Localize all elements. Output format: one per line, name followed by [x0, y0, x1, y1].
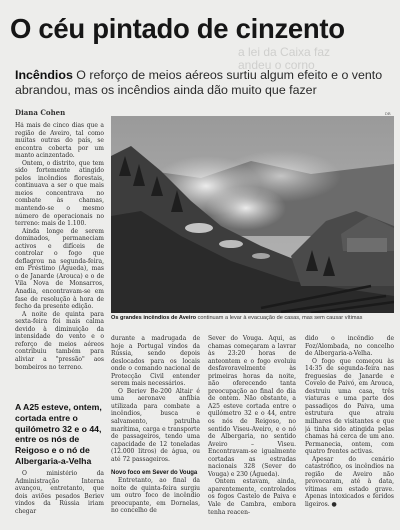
- article-column-1: [15, 122, 104, 395]
- paragraph: A noite de quinta para sexta-feira foi mais calma devido à diminuição da intensidade do vento e o reforço de meios aéreos contribuiu também para aliviar a "pressão" aos bombeiros no terreno.: [15, 310, 104, 371]
- article-column-2-bottom: [111, 477, 200, 530]
- paragraph: Sever do Vouga. Aqui, as chamas começaram a lavrar às 23:20 horas de anteontem e o fogo evoluiu desfavoravelmente às primeiras horas da noite, não oferecendo tanta preocupação ao final do dia de ontem. Não obstante, a A25 esteve cortada entre o quilómetro 32 e o 44, entre os nós de Reigoso, no sentido Viseu-Aveiro, e o nó de Albergaria, no sentido Aveiro – Viseu. Encontravam-se igualmente cortadas as estradas nacionais 328 (Sever do Vouga) e 230 (Águeda).: [208, 335, 296, 478]
- byline: Diana Cohen: [15, 108, 66, 117]
- article-column-2: [111, 335, 200, 471]
- paragraph: O Beriev Be-200 Altair é uma aeronave anfíbia utilizada para combate a incêndios, busca e salvamento, patrulha marítima, carga e transporte de passageiros, tendo uma capacidade de 12 toneladas (12.000 litros) de água, ou até 72 passageiros.: [111, 387, 200, 463]
- paragraph: O fogo que começou às 14:35 de segunda-feira nas freguesias de Janarde e Covelo de Paivó, em Arouca, destruiu uma casa, três viaturas e uma parte dos passadiços do Paiva, uma estrutura que atraiu milhares de visitantes e que já tinha sido atingida pelas chamas há cerca de um ano. Permanecia, ontem, com quatro frentes activas.: [305, 357, 394, 456]
- article-column-1-bottom: [15, 470, 104, 530]
- lead-kicker: Incêndios: [15, 68, 73, 82]
- caption-text: continuam a levar à evacuação de casas, mas sem causar vítimas: [196, 315, 363, 321]
- paragraph: Ainda longe de serem dominados, permaneciam activos e difíceis de controlar o fogo que deflagrou na segunda-feira, em Préstimo (Águeda), mas o de Janarde (Arouca) e o de Vila Nova de Monsarros, Anadia, encontravam-se em fase de resolução à hora de fecho da presente edição.: [15, 227, 104, 311]
- headline: O céu pintado de cinzento: [10, 13, 345, 44]
- show-through-line-1: a lei da Caixa faz: [238, 46, 331, 59]
- paragraph: Ontem estavam, ainda, aparentemente, controlados os fogos Castelo de Paiva e Vale de Cambra, embora tenha reacen-: [208, 478, 296, 516]
- pull-quote: A A25 esteve, ontem, cortada entre o quilómetro 32 e o 44, entre os nós de Reigoso e o nó de Albergaria-a-Velha: [15, 402, 102, 466]
- article-column-4: [305, 335, 394, 530]
- caption-bold: Os grandes incêndios de Aveiro: [111, 315, 197, 321]
- paragraph: O ministério da Administração Interna avançou, entretanto, que dois aviões pesados Beriev vindos da Rússia iriam chegar: [15, 470, 104, 515]
- paragraph: durante a madrugada de hoje a Portugal vindos da Rússia, sendo depois deslocados para os locais onde o comando nacional de Protecção Civil entender serem mais necessários.: [111, 335, 200, 388]
- wildfire-photo-illustration: [111, 116, 394, 313]
- photo-caption: [111, 315, 400, 322]
- paragraph: Ontem, o distrito, que tem sido fortemente atingido pelos incêndios florestais, continuava a ser o que mais meios concentrava no combate às chamas, mantendo-se o mesmo número de operacionais no terreno: mais de 1.100.: [15, 159, 104, 228]
- paragraph: Entretanto, ao final da noite de quinta-feira surgiu um outro foco de incêndio preocupante, em Dornelas, no concelho de: [111, 477, 200, 515]
- lead-text: O reforço de meios aéreos surtiu algum efeito e o vento abrandou, mas os incêndios ainda dão muito que fazer: [15, 68, 383, 97]
- paragraph: dido o incêndio de Foz/Alombada, no concelho de Albergaria-a-Velha.: [305, 335, 394, 358]
- article-column-3: [208, 335, 296, 530]
- lead-paragraph: [15, 68, 391, 98]
- paragraph: Há mais de cinco dias que a região de Aveiro, tal como muitas outras do país, se encontra coberta por um manto acinzentado.: [15, 122, 104, 160]
- show-through-line-2: andeu o corno: [238, 58, 315, 72]
- paragraph: Apesar do cenário catastrófico, os incêndios na região de Aveiro não provocaram, até à data, vítimas em estado grave. Apenas intoxicados e feridos ligeiros. ●: [305, 455, 394, 509]
- article-photo: [111, 116, 394, 313]
- photo-credit: DR: [385, 112, 391, 116]
- section-subhead: Novo foco em Sever do Vouga: [111, 470, 198, 476]
